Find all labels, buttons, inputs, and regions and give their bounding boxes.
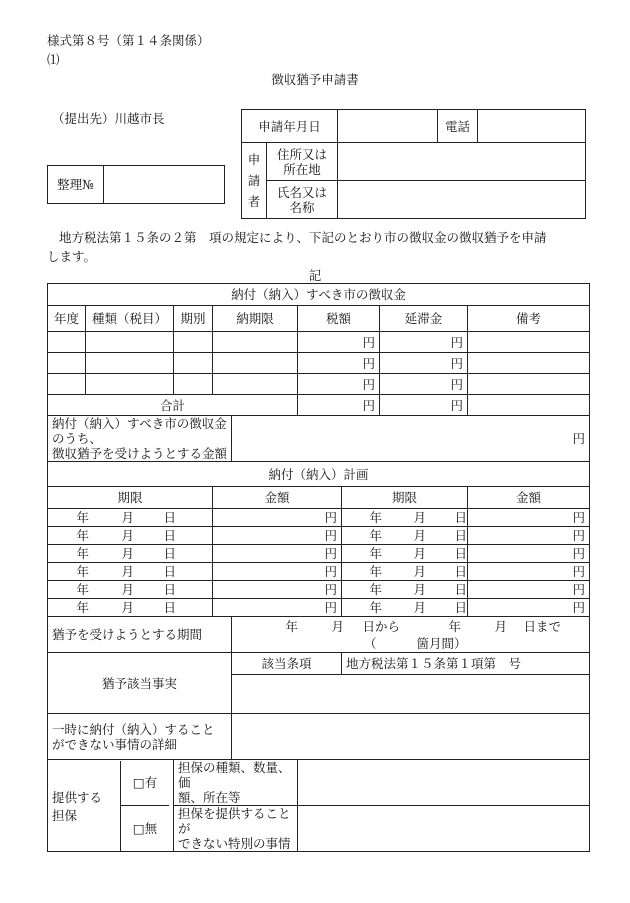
collateral-no-detail-label: 担保を提供することが できない特別の事情 [174, 806, 298, 852]
collateral-label: 提供する 担保 □有 □無 [48, 760, 174, 852]
plan-col-kingaku-2: 金額 [468, 487, 590, 509]
main-table [47, 283, 590, 852]
collateral-yes-detail-label: 担保の種類、数量、価 額、所在等 [174, 760, 298, 806]
dues-row [48, 332, 590, 353]
total-tax[interactable]: 円 [298, 395, 380, 416]
reason-label: 一時に納付（納入）すること ができない事情の詳細 [48, 714, 232, 760]
plan-row [48, 527, 590, 545]
tax-cell[interactable]: 円 [298, 332, 380, 353]
late-fee-cell[interactable]: 円 [380, 332, 468, 353]
plan-date-cell[interactable]: 年 月 日 [342, 527, 468, 545]
facts-label: 猶予該当事実 [48, 653, 232, 714]
seiri-box [47, 165, 225, 204]
clause-value[interactable]: 地方税法第１５条第１項第 号 [342, 653, 590, 675]
plan-amount-cell[interactable]: 円 [468, 599, 590, 617]
plan-amount-cell[interactable]: 円 [213, 563, 342, 581]
plan-row [48, 599, 590, 617]
plan-date-cell[interactable]: 年 月 日 [48, 599, 213, 617]
address-label: 住所又は 所在地 [267, 143, 338, 181]
reason-value[interactable] [232, 714, 590, 760]
collateral-yes-checkbox[interactable]: □有 [132, 775, 158, 791]
plan-row [48, 563, 590, 581]
plan-date-cell[interactable]: 年 月 日 [342, 545, 468, 563]
dues-header: 納付（納入）すべき市の徴収金 [48, 284, 590, 306]
plan-amount-cell[interactable]: 円 [213, 581, 342, 599]
date-value[interactable] [338, 110, 438, 143]
plan-header: 納付（納入）計画 [48, 462, 590, 487]
addressee: （提出先）川越市長 [52, 111, 165, 126]
plan-amount-cell[interactable]: 円 [213, 527, 342, 545]
tax-cell[interactable]: 円 [298, 374, 380, 395]
plan-row [48, 581, 590, 599]
applicant-box [241, 109, 586, 219]
plan-amount-cell[interactable]: 円 [468, 527, 590, 545]
plan-date-cell[interactable]: 年 月 日 [48, 581, 213, 599]
plan-amount-cell[interactable]: 円 [213, 509, 342, 527]
form-number: 様式第８号（第１４条関係） [47, 33, 210, 48]
plan-col-kigen-1: 期限 [48, 487, 213, 509]
col-kibetsu: 期別 [174, 306, 213, 332]
total-late-fee[interactable]: 円 [380, 395, 468, 416]
ki-label: 記 [308, 268, 322, 283]
dues-row [48, 353, 590, 374]
plan-col-kigen-2: 期限 [342, 487, 468, 509]
plan-date-cell[interactable]: 年 月 日 [342, 509, 468, 527]
collateral-yes-detail-value[interactable] [298, 760, 590, 806]
plan-row [48, 509, 590, 527]
phone-label: 電話 [438, 110, 478, 143]
applicant-label: 申 請 者 [242, 143, 267, 219]
defer-amount-label: 納付（納入）すべき市の徴収金のうち、 徴収猶予を受けようとする金額 [48, 416, 232, 462]
plan-date-cell[interactable]: 年 月 日 [48, 545, 213, 563]
collateral-no-checkbox[interactable]: □無 [132, 820, 158, 836]
seiri-value[interactable] [104, 166, 225, 204]
facts-value[interactable] [232, 675, 590, 714]
plan-amount-cell[interactable]: 円 [468, 545, 590, 563]
collateral-no-detail-value[interactable] [298, 806, 590, 852]
col-nendo: 年度 [48, 306, 86, 332]
seiri-label: 整理№ [48, 166, 104, 204]
page-title: 徴収猶予申請書 [271, 72, 359, 87]
plan-row [48, 545, 590, 563]
dues-row [48, 374, 590, 395]
sub-number: ⑴ [47, 52, 60, 67]
plan-date-cell[interactable]: 年 月 日 [342, 599, 468, 617]
tax-cell[interactable]: 円 [298, 353, 380, 374]
plan-col-kingaku-1: 金額 [213, 487, 342, 509]
plan-date-cell[interactable]: 年 月 日 [48, 527, 213, 545]
total-label: 合計 [48, 395, 298, 416]
col-zeigaku: 税額 [298, 306, 380, 332]
period-label: 猶予を受けようとする期間 [48, 617, 232, 653]
clause-label: 該当条項 [232, 653, 342, 675]
name-value[interactable] [338, 181, 586, 219]
defer-amount-value[interactable]: 円 [232, 416, 590, 462]
col-shurui: 種類（税目） [86, 306, 174, 332]
period-value[interactable]: 年 月 日から 年 月 日まで （ 箇月間） [232, 617, 590, 653]
phone-value[interactable] [478, 110, 586, 143]
name-label: 氏名又は 名称 [267, 181, 338, 219]
plan-date-cell[interactable]: 年 月 日 [48, 563, 213, 581]
plan-amount-cell[interactable]: 円 [213, 599, 342, 617]
col-entaikin: 延滞金 [380, 306, 468, 332]
plan-date-cell[interactable]: 年 月 日 [48, 509, 213, 527]
col-bikou: 備考 [468, 306, 590, 332]
intro-text: 地方税法第１５条の２第 項の規定により、下記のとおり市の徴収金の徴収猶予を申請 します。 [47, 230, 547, 264]
plan-amount-cell[interactable]: 円 [213, 545, 342, 563]
plan-amount-cell[interactable]: 円 [468, 563, 590, 581]
address-value[interactable] [338, 143, 586, 181]
late-fee-cell[interactable]: 円 [380, 374, 468, 395]
late-fee-cell[interactable]: 円 [380, 353, 468, 374]
plan-date-cell[interactable]: 年 月 日 [342, 563, 468, 581]
col-noukigen: 納期限 [213, 306, 298, 332]
date-label: 申請年月日 [242, 110, 338, 143]
plan-amount-cell[interactable]: 円 [468, 509, 590, 527]
plan-date-cell[interactable]: 年 月 日 [342, 581, 468, 599]
plan-amount-cell[interactable]: 円 [468, 581, 590, 599]
